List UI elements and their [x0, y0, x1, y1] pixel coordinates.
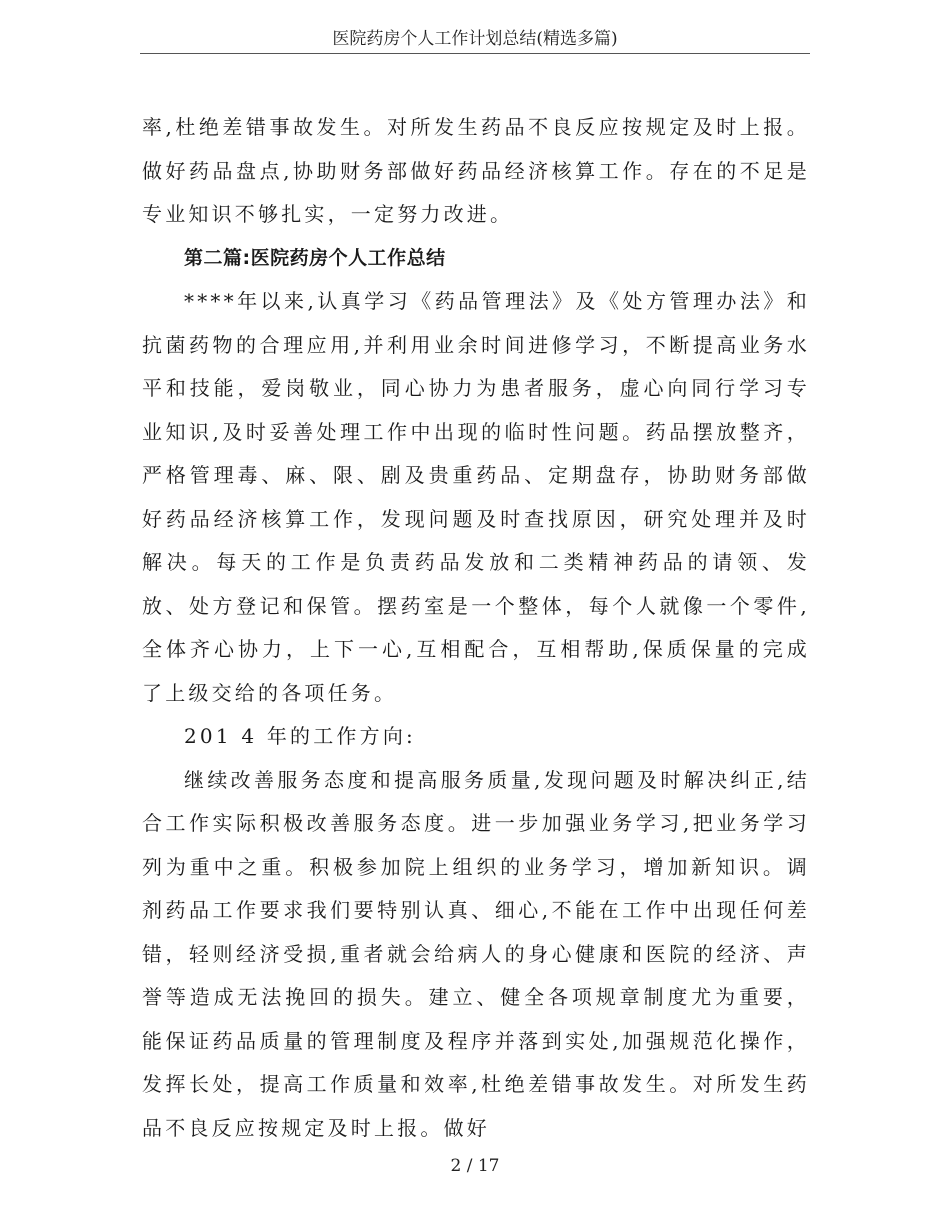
header-divider: [140, 53, 810, 54]
paragraph-direction-label: 201 4 年的工作方向:: [184, 724, 416, 748]
document-body: [142, 106, 810, 1150]
paragraph-direction: 继续改善服务态度和提高服务质量,发现问题及时解决纠正,结合工作实际积极改善服务态度。进一步加强业务学习,把业务学习列为重中之重。积极参加院上组织的业务学习，增加新知识。调剂药品工作要求我们要特别认真、细心,不能在工作中出现任何差错，轻则经济受损,重者就会给病人的身心健康和医院的经济、声誉等造成无法挽回的损失。建立、健全各项规章制度尤为重要，能保证药品质量的管理制度及程序并落到实处,加强规范化操作，发挥长处，提高工作质量和效率,杜绝差错事故发生。对所发生药品不良反应按规定及时上报。做好: [142, 767, 810, 1140]
paragraph-continued: 率,杜绝差错事故发生。对所发生药品不良反应按规定及时上报。做好药品盘点,协助财务部做好药品经济核算工作。存在的不足是专业知识不够扎实，一定努力改进。: [142, 115, 810, 226]
section-heading: 第二篇:医院药房个人工作总结: [184, 246, 446, 269]
paragraph-summary: ****年以来,认真学习《药品管理法》及《处方管理办法》和抗菌药物的合理应用,并利用业余时间进修学习，不断提高业务水平和技能，爱岗敬业，同心协力为患者服务，虚心向同行学习专业知识,及时妥善处理工作中出现的临时性问题。药品摆放整齐，严格管理毒、麻、限、剧及贵重药品、定期盘存，协助财务部做好药品经济核算工作，发现问题及时查找原因，研究处理并及时解决。每天的工作是负责药品发放和二类精神药品的请领、发放、处方登记和保管。摆药室是一个整体，每个人就像一个零件,全体齐心协力，上下一心,互相配合，互相帮助,保质保量的完成了上级交给的各项任务。: [142, 289, 810, 705]
page-header-title: 医院药房个人工作计划总结(精选多篇): [332, 29, 618, 49]
page-number: 2 / 17: [450, 1156, 500, 1176]
